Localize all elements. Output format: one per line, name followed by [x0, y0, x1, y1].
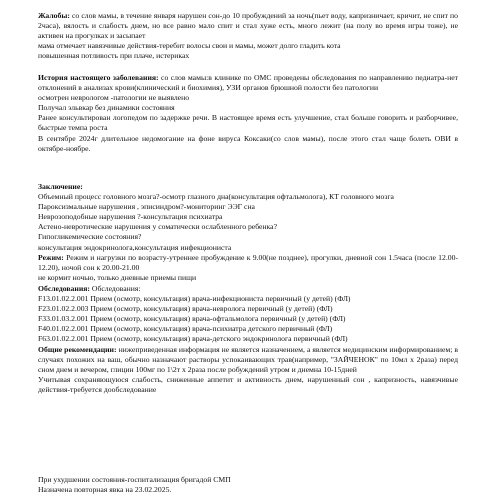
footer-line-1: При ухудшении состояния-госпитализация бригадой СМП — [38, 475, 231, 484]
exams-heading — [38, 284, 458, 294]
exams-section — [38, 284, 458, 345]
conclusion-section — [38, 182, 458, 253]
history-line-4: Ранее консультирован логопедом по задержке речи. В настоящее время есть улучшение, стал больше говорить и разборчивее, быстрые темпа роста — [38, 113, 458, 133]
exams-value: Обследования: — [91, 284, 141, 293]
recommendations-paragraph — [38, 345, 458, 375]
conclusion-line-3: Неврозоподобные нарушения ?-консультация психиатра — [38, 212, 223, 222]
footer-line-2: Назначена повторная явка на 23.02.2025. — [38, 485, 172, 495]
history-paragraph — [38, 73, 458, 93]
complaints-line-2: мама отмечает навязчивые действия-теребит волосы свои и мамы, может долго гладить кота — [38, 41, 341, 51]
exam-item: F63.01.02.2.001 Прием (осмотр, консультация) врача-детского эндокринолога первичный (ФЛ) — [38, 334, 348, 344]
exam-item: F33.01.03.2.001 Прием (осмотр, консультация) врача-офтальмолога первичный (у детей) (ФЛ) — [38, 314, 346, 324]
regime-text: Режим и нагрузки по возрасту-утреннее пробуждение к 9.00(не позднее), прогулки, дневной сон 1.5часа (после 12.00-12.20), ночой сон к 20.00-21.00 — [38, 253, 458, 273]
regime-label: Режим: — [38, 253, 64, 262]
complaints-section — [38, 11, 458, 61]
exam-item: F13.01.02.2.001 Прием (осмотр, консультация) врача-инфекциониста первичный (у детей) (ФЛ) — [38, 294, 351, 304]
history-label: История настоящего заболевания: — [38, 73, 159, 82]
history-section — [38, 73, 458, 154]
complaints-text: со слов мамы, в течение января нарушен сон-до 10 пробуждений за ночь(пьет воду, капризничает, кричит, не спит по 2часа), вялость и слабость днем, но все равно мало спит и стал хуже есть, много лежит (на полу во время игры тоже), не активен на прогулках и засыпает — [38, 11, 458, 41]
complaints-paragraph — [38, 11, 458, 41]
recommendations-text: нижеприведенная информация не является назначением, а является медицинским информированием; в случаях похожих на ваш, обычно назначают растворы успокаивающих трав(например, "ЗАЙЧЕНОК" по 10мл х 2раза) перед сном днем и вечером, глицин 100мг по 1\2т х 2раза после робуждений утром и днемна 10-15дней — [38, 345, 458, 375]
conclusion-label: Заключение: — [38, 182, 83, 191]
exam-item: F23.01.02.2.003 Прием (осмотр, консультация) врача-невролога первичный (у детей) (ФЛ) — [38, 304, 333, 314]
recommendations-line-2: Учитывая сохраняющуюся слабость, сниженные аппетит и активность днем, нарушенный сон , капризность, навязчивые действия-требуется дообследование — [38, 375, 458, 395]
exam-item: F40.01.02.2.001 Прием (осмотр, консультация) врача-психиатра детского первичный (ФЛ) — [38, 324, 333, 334]
recommendations-label: Общие рекомендации: — [38, 345, 117, 354]
exams-label: Обследования: — [38, 284, 90, 293]
regime-section — [38, 253, 458, 283]
history-text: со слов мамы:в клинике по ОМС проведены обследования по направлению педиатра-нет отклонений в анализах крови(клинический и биохимия), УЗИ органов брюшной полости без патологии — [38, 73, 459, 93]
conclusion-line-4: Астено-невротические нарушения у соматически ослабленного ребенка? — [38, 222, 277, 232]
regime-paragraph — [38, 253, 458, 273]
footer-section — [38, 475, 458, 495]
history-line-2: осмотрен неврологом -патологии не выявлено — [38, 93, 190, 103]
history-line-3: Получал эльвкар без динамики состояния — [38, 103, 175, 113]
regime-line-2: не кормит ночью, только дневные приемы пищи — [38, 273, 197, 283]
complaints-label: Жалобы: — [38, 11, 70, 20]
conclusion-line-2: Пароксизмальные нарушения , эписиндром?-мониторинг ЭЭГ сна — [38, 202, 255, 212]
history-line-5: В сентябре 2024г длительное недомогание на фоне вируса Коксаки(со слов мамы), после этого стал чаще болеть ОВИ в октябре-ноябре. — [38, 133, 458, 153]
conclusion-line-6: консультация эндокринолога,консультация инфекциониста — [38, 242, 232, 252]
conclusion-line-1: Объемный процесс головного мозга?-осмотр глазного дна(консультация офтальмолога), КТ головного мозга — [38, 192, 394, 202]
conclusion-line-5: Гипогликемические состояния? — [38, 232, 142, 242]
recommendations-section — [38, 345, 458, 395]
complaints-line-3: повышенная потливость при плаче, истериках — [38, 51, 190, 61]
